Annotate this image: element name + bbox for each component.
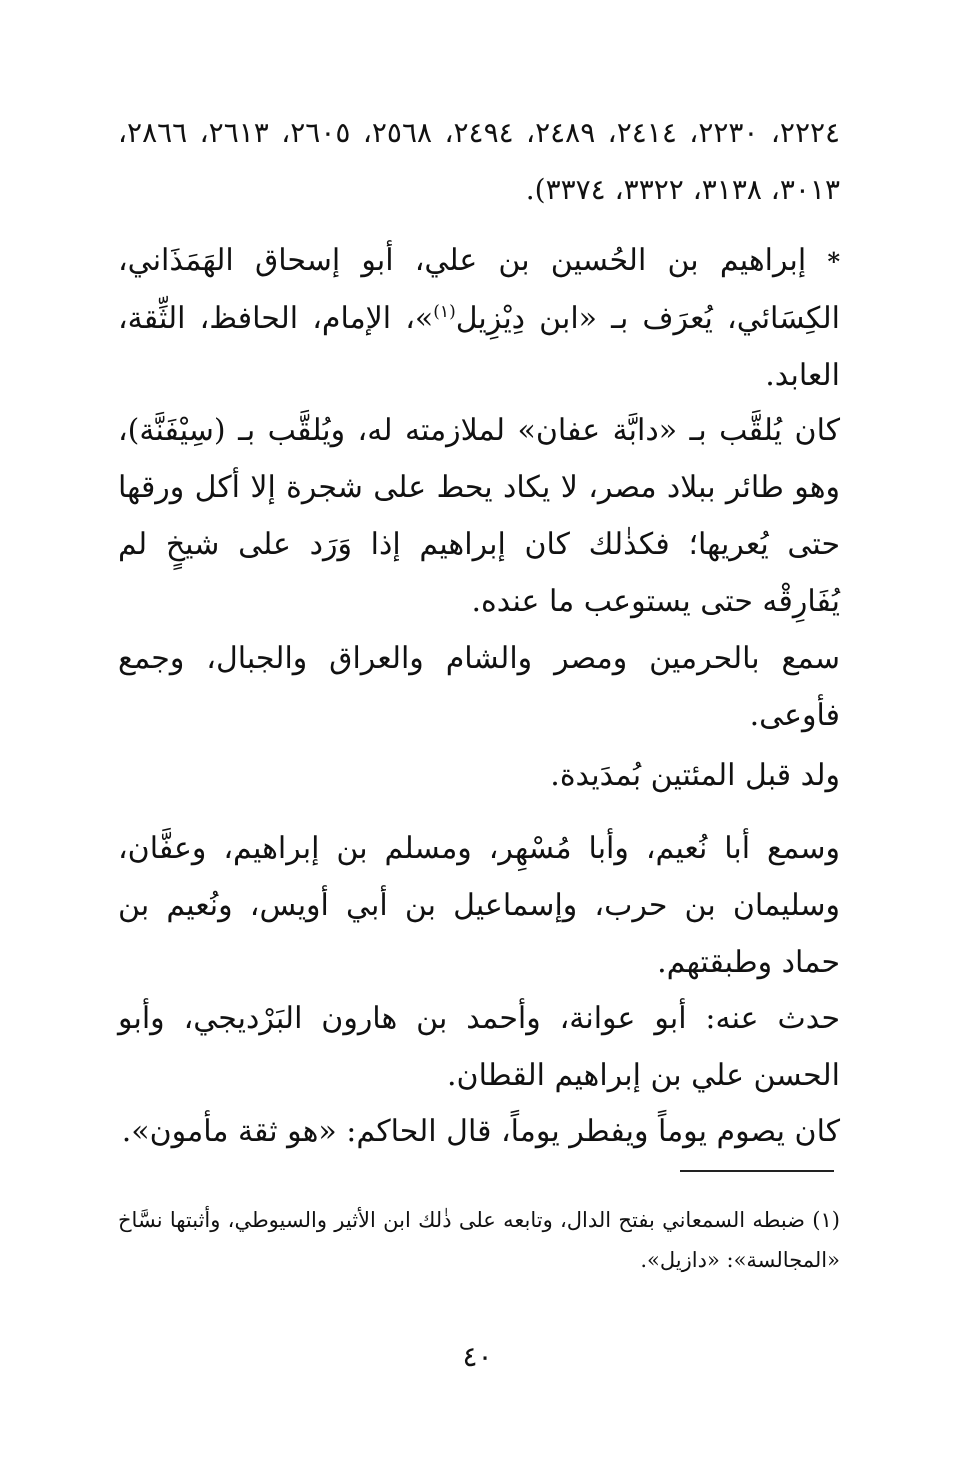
paragraph-students: حدث عنه: أبو عوانة، وأحمد بن هارون البَرْديجي، وأبو الحسن علي بن إبراهيم القطان.: [118, 1001, 840, 1093]
star-marker: *: [827, 247, 840, 276]
paragraph-teachers: وسمع أبا نُعيم، وأبا مُسْهِر، ومسلم بن إبراهيم، وعفَّان، وسليمان بن حرب، وإسماعيل بن أبي أويس، ونُعيم بن حماد وطبقتهم.: [118, 831, 840, 980]
footnote-reference: (١): [433, 302, 456, 322]
page-number: ٤٠: [462, 1340, 493, 1373]
hadith-numbers-line: ٢٢٢٤، ٢٢٣٠، ٢٤١٤، ٢٤٨٩، ٢٤٩٤، ٢٥٦٨، ٢٦٠٥، ٢٦١٣، ٢٨٦٦، ٣٠١٣، ٣١٣٨، ٣٣٢٢، ٣٣٧٤).: [118, 116, 841, 206]
paragraph-travels: سمع بالحرمين ومصر والشام والعراق والجبال، وجمع فأوعى.: [118, 641, 840, 733]
entry-intro-part1: إبراهيم بن الحُسين بن علي، أبو إسحاق الهَمَذَاني، الكِسَائي، يُعرَف بـ «ابن دِيْزِيل: [118, 243, 840, 336]
paragraph-nickname: كان يُلقَّب بـ «دابَّة عفان» لملازمته له، ويُلقَّب بـ (سِيْفَنَّة)، وهو طائر ببلاد مصر، لا يكاد يحط على شجرة إلا أكل ورقها حتى يُعريها؛ فكذٰلك كان إبراهيم إذا وَرَد على شيخٍ لم يُفَارِقْه حتى يستوعب ما عنده.: [118, 413, 840, 619]
entry-heading-paragraph: [118, 232, 840, 404]
paragraph-birth: ولد قبل المئتين بُمدَيدة.: [550, 758, 840, 793]
entry-intro-part2: »، الإمام، الحافظ، الثِّقة، العابد.: [118, 301, 840, 393]
footnote-separator: [680, 1170, 834, 1172]
footnote-text: (١) ضبطه السمعاني بفتح الدال، وتابعه على ذٰلك ابن الأثير والسيوطي، وأثبتها نسَّاخ «المجالسة»: «دازيل».: [118, 1208, 840, 1272]
paragraph-fasting: كان يصوم يوماً ويفطر يوماً، قال الحاكم: «هو ثقة مأمون».: [121, 1114, 840, 1149]
